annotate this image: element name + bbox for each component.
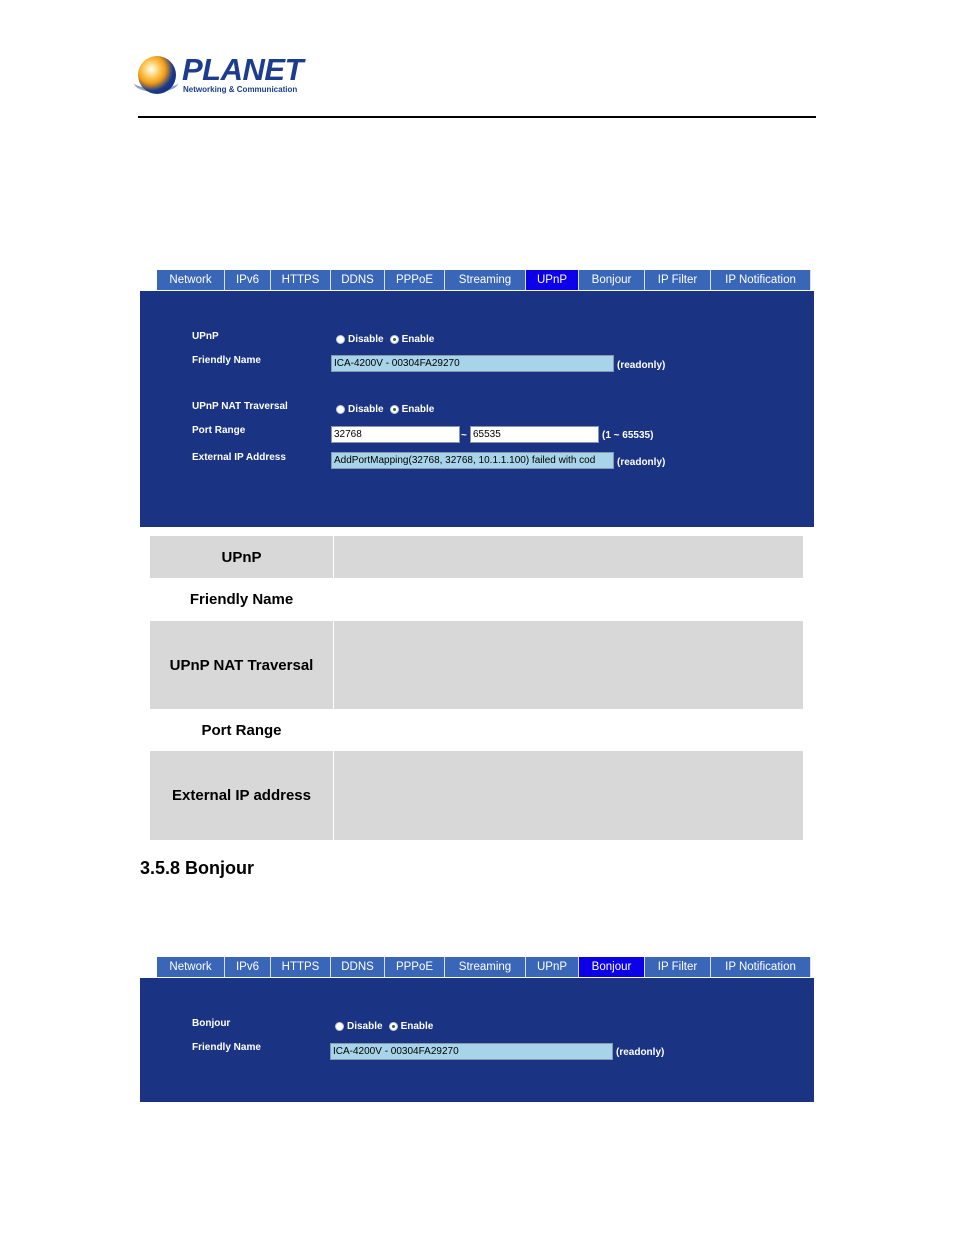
port-range-label: Port Range xyxy=(192,425,246,436)
tab-ip-notification[interactable]: IP Notification xyxy=(711,270,811,290)
desc-row-friendly-name xyxy=(150,578,803,621)
external-ip-readonly-note: (readonly) xyxy=(617,457,666,468)
port-range-hint: (1 ~ 65535) xyxy=(602,430,654,441)
desc-name-external-ip: External IP address xyxy=(172,787,311,804)
desc-row-external-ip xyxy=(150,751,803,840)
desc-name-upnp: UPnP xyxy=(221,548,262,566)
port-range-end-input[interactable]: 65535 xyxy=(470,426,599,443)
friendly-name-label: Friendly Name xyxy=(192,355,261,366)
upnp-disable-radio[interactable] xyxy=(336,335,345,344)
bonjour-disable-radio[interactable] xyxy=(335,1022,344,1031)
tab-network[interactable]: Network xyxy=(157,270,225,290)
upnp-label: UPnP xyxy=(192,331,219,342)
nat-traversal-label: UPnP NAT Traversal xyxy=(192,401,288,412)
bonjour-friendly-name-label: Friendly Name xyxy=(192,1042,261,1053)
port-range-start-input[interactable]: 32768 xyxy=(331,426,460,443)
nat-disable-radio[interactable] xyxy=(336,405,345,414)
port-range-separator: ~ xyxy=(461,430,467,441)
upnp-settings-panel xyxy=(140,291,814,527)
bonjour-readonly-note: (readonly) xyxy=(616,1047,665,1058)
external-ip-field[interactable]: AddPortMapping(32768, 32768, 10.1.1.100) failed with cod xyxy=(331,452,614,469)
header-divider xyxy=(138,116,816,118)
bonjour-radio-group xyxy=(335,1021,433,1032)
desc-row-nat-traversal xyxy=(150,621,803,709)
tab-ip-notification[interactable]: IP Notification xyxy=(711,957,811,977)
desc-name-nat-traversal: UPnP NAT Traversal xyxy=(169,656,314,674)
globe-icon xyxy=(138,56,176,94)
tab-pppoe[interactable]: PPPoE xyxy=(385,957,445,977)
nat-disable-label: Disable xyxy=(348,404,384,415)
desc-row-upnp xyxy=(150,536,803,578)
bonjour-enable-radio[interactable] xyxy=(389,1022,398,1031)
desc-name-port-range: Port Range xyxy=(201,721,282,739)
bonjour-tab-bar xyxy=(157,957,811,977)
tab-ipv6[interactable]: IPv6 xyxy=(225,957,271,977)
tab-streaming[interactable]: Streaming xyxy=(445,957,526,977)
nat-enable-label: Enable xyxy=(401,404,435,415)
desc-row-port-range xyxy=(150,709,803,751)
tab-ddns[interactable]: DDNS xyxy=(331,270,385,290)
logo-tagline: Networking & Communication xyxy=(183,85,298,94)
tab-streaming[interactable]: Streaming xyxy=(445,270,526,290)
tab-bonjour[interactable]: Bonjour xyxy=(579,957,645,977)
section-heading: 3.5.8 Bonjour xyxy=(140,858,255,878)
tab-pppoe[interactable]: PPPoE xyxy=(385,270,445,290)
upnp-enable-radio[interactable] xyxy=(390,335,399,344)
tab-ddns[interactable]: DDNS xyxy=(331,957,385,977)
tab-https[interactable]: HTTPS xyxy=(271,270,331,290)
planet-logo xyxy=(138,52,303,96)
tab-upnp[interactable]: UPnP xyxy=(526,270,579,290)
tab-network[interactable]: Network xyxy=(157,957,225,977)
bonjour-settings-panel xyxy=(140,978,814,1102)
upnp-disable-label: Disable xyxy=(348,334,384,345)
friendly-name-field[interactable]: ICA-4200V - 00304FA29270 xyxy=(331,355,614,372)
friendly-name-readonly-note: (readonly) xyxy=(617,360,666,371)
nat-radio-group xyxy=(336,404,434,415)
tab-upnp[interactable]: UPnP xyxy=(526,957,579,977)
bonjour-disable-label: Disable xyxy=(347,1021,383,1032)
tab-ipv6[interactable]: IPv6 xyxy=(225,270,271,290)
upnp-tab-bar xyxy=(157,270,811,290)
bonjour-enable-label: Enable xyxy=(400,1021,434,1032)
nat-enable-radio[interactable] xyxy=(390,405,399,414)
bonjour-friendly-name-field[interactable]: ICA-4200V - 00304FA29270 xyxy=(330,1043,613,1060)
desc-name-friendly-name: Friendly Name xyxy=(189,591,294,608)
logo-brand: PLANET xyxy=(182,52,303,87)
tab-ip-filter[interactable]: IP Filter xyxy=(645,270,711,290)
upnp-radio-group xyxy=(336,334,434,345)
upnp-enable-label: Enable xyxy=(401,334,435,345)
tab-ip-filter[interactable]: IP Filter xyxy=(645,957,711,977)
tab-https[interactable]: HTTPS xyxy=(271,957,331,977)
tab-bonjour[interactable]: Bonjour xyxy=(579,270,645,290)
bonjour-label: Bonjour xyxy=(192,1018,231,1029)
external-ip-label: External IP Address xyxy=(192,452,286,463)
